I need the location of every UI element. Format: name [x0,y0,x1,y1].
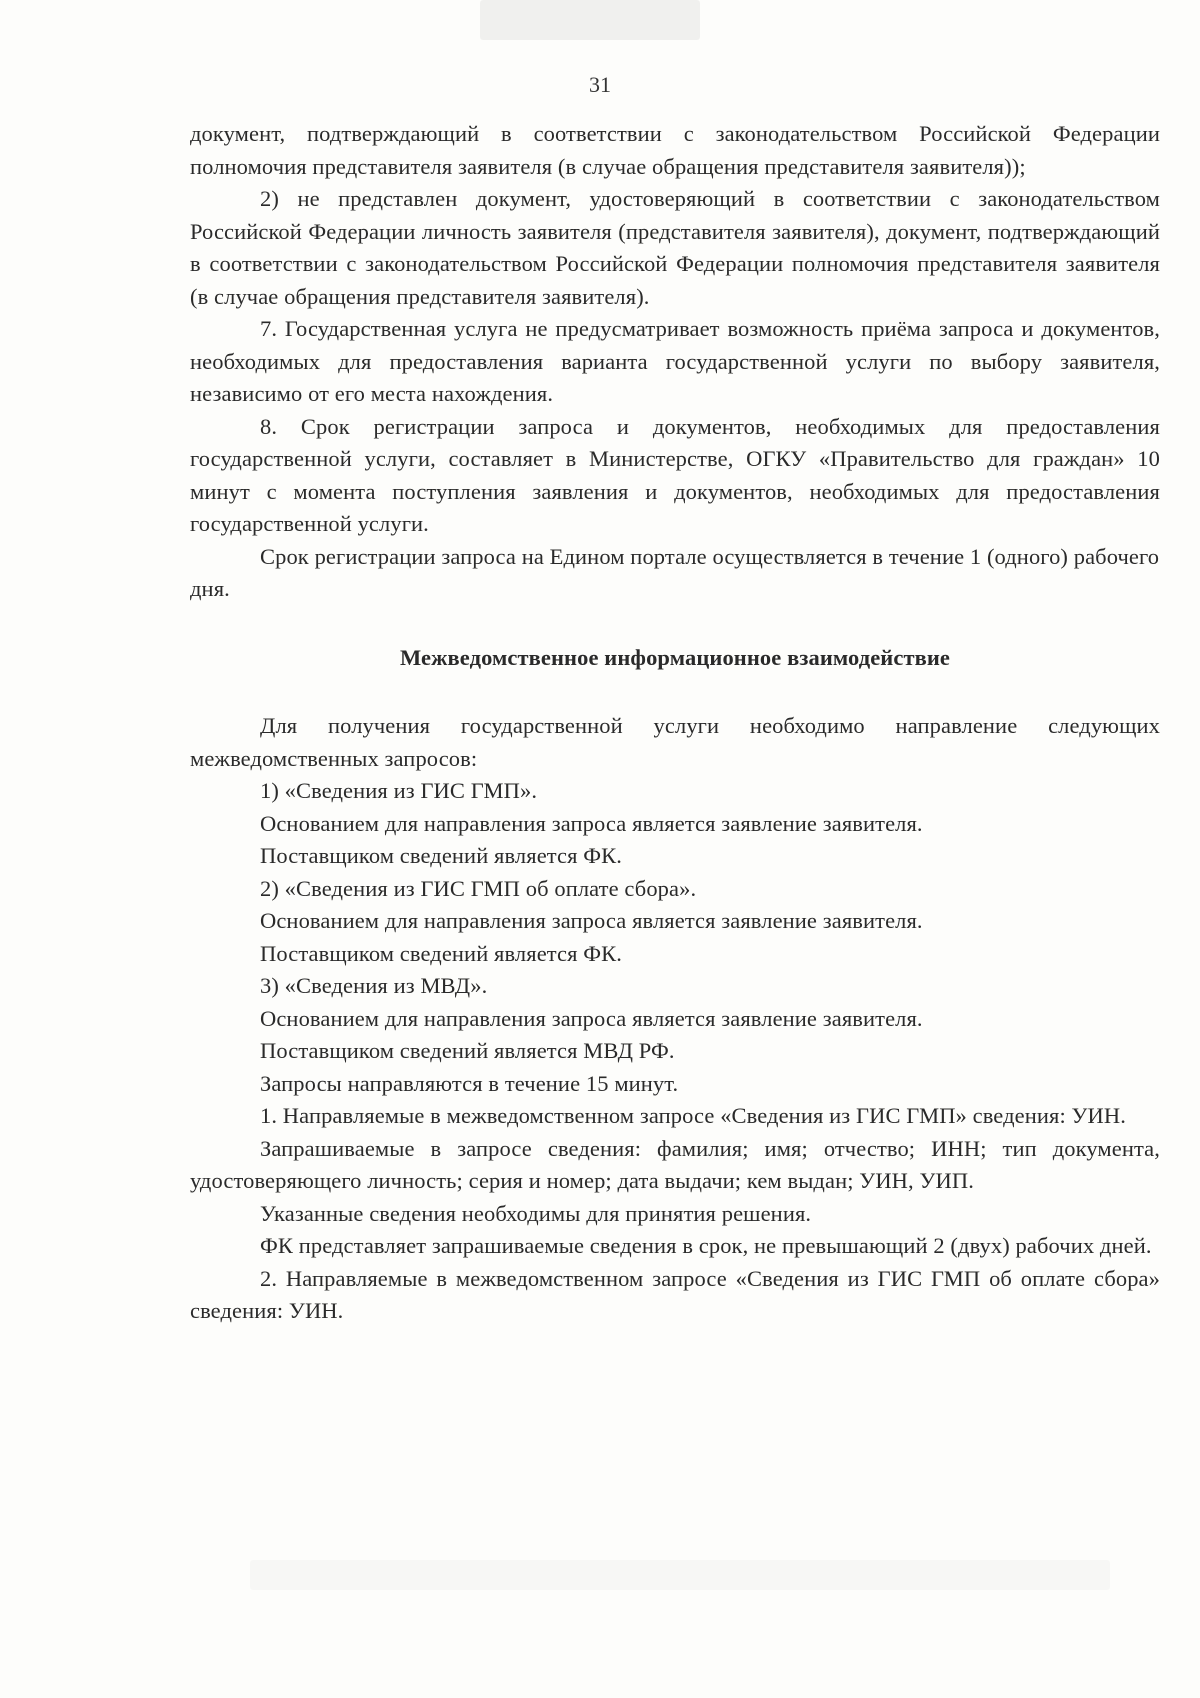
paragraph: Поставщиком сведений является ФК. [260,843,622,868]
paragraph: Основанием для направления запроса является заявление заявителя. [260,908,923,933]
paragraph: Поставщиком сведений является МВД РФ. [260,1038,675,1063]
paragraph: Основанием для направления запроса является заявление заявителя. [260,1005,923,1031]
paragraph: 8. Срок регистрации запроса и документов, необходимых для предоставления государственной услуги, составляет в Министерстве, ОГКУ «Правительство для граждан» 10 минут с момента поступления заявления и документов, необходимых для предоставления государственной услуги. [190,413,1160,536]
document-body [190,118,1160,1328]
page-number: 31 [589,72,611,97]
paragraph: 1) «Сведения из ГИС ГМП». [260,778,538,803]
paragraph: Поставщиком сведений является ФК. [260,940,622,966]
paragraph: 7. Государственная услуга не предусматривает возможность приёма запроса и документов, необходимых для предоставления варианта государственной услуги по выбору заявителя, независимо от его места нахождения. [190,316,1160,406]
paragraph: Запрашиваемые в запросе сведения: фамилия; имя; отчество; ИНН; тип документа, удостоверяющего личность; серия и номер; дата выдачи; кем выдан; УИН, УИП. [190,1135,1160,1193]
section-heading: Межведомственное информационное взаимодействие [400,644,950,670]
paragraph: 2) не представлен документ, удостоверяющий в соответствии с законодательством Российской Федерации личность заявителя (представителя заявителя), документ, подтверждающий в соответствии с законодательством Российской Федерации полномочия представителя заявителя (в случае обращения представителя заявителя). [190,186,1160,309]
paragraph: документ, подтверждающий в соответствии с законодательством Российской Федерации полномочия представителя заявителя (в случае обращения представителя заявителя)); [190,121,1160,179]
paragraph: 2) «Сведения из ГИС ГМП об оплате сбора». [260,875,697,901]
paragraph: Основанием для направления запроса является заявление заявителя. [260,810,923,836]
paragraph: 3) «Сведения из МВД». [260,973,488,998]
paragraph: 1. Направляемые в межведомственном запросе «Сведения из ГИС ГМП» сведения: УИН. [260,1103,1126,1128]
paragraph: ФК представляет запрашиваемые сведения в срок, не превышающий 2 (двух) рабочих дней. [260,1233,1152,1258]
scan-artifact [250,1560,1110,1590]
paragraph: 2. Направляемые в межведомственном запросе «Сведения из ГИС ГМП об оплате сбора» сведения: УИН. [190,1265,1160,1323]
paragraph: Срок регистрации запроса на Едином портале осуществляется в течение 1 (одного) рабочего дня. [190,543,1160,601]
scan-artifact [480,0,700,40]
paragraph: Для получения государственной услуги необходимо направление следующих межведомственных запросов: [190,713,1160,771]
paragraph: Указанные сведения необходимы для принятия решения. [260,1200,812,1226]
paragraph: Запросы направляются в течение 15 минут. [260,1070,679,1096]
